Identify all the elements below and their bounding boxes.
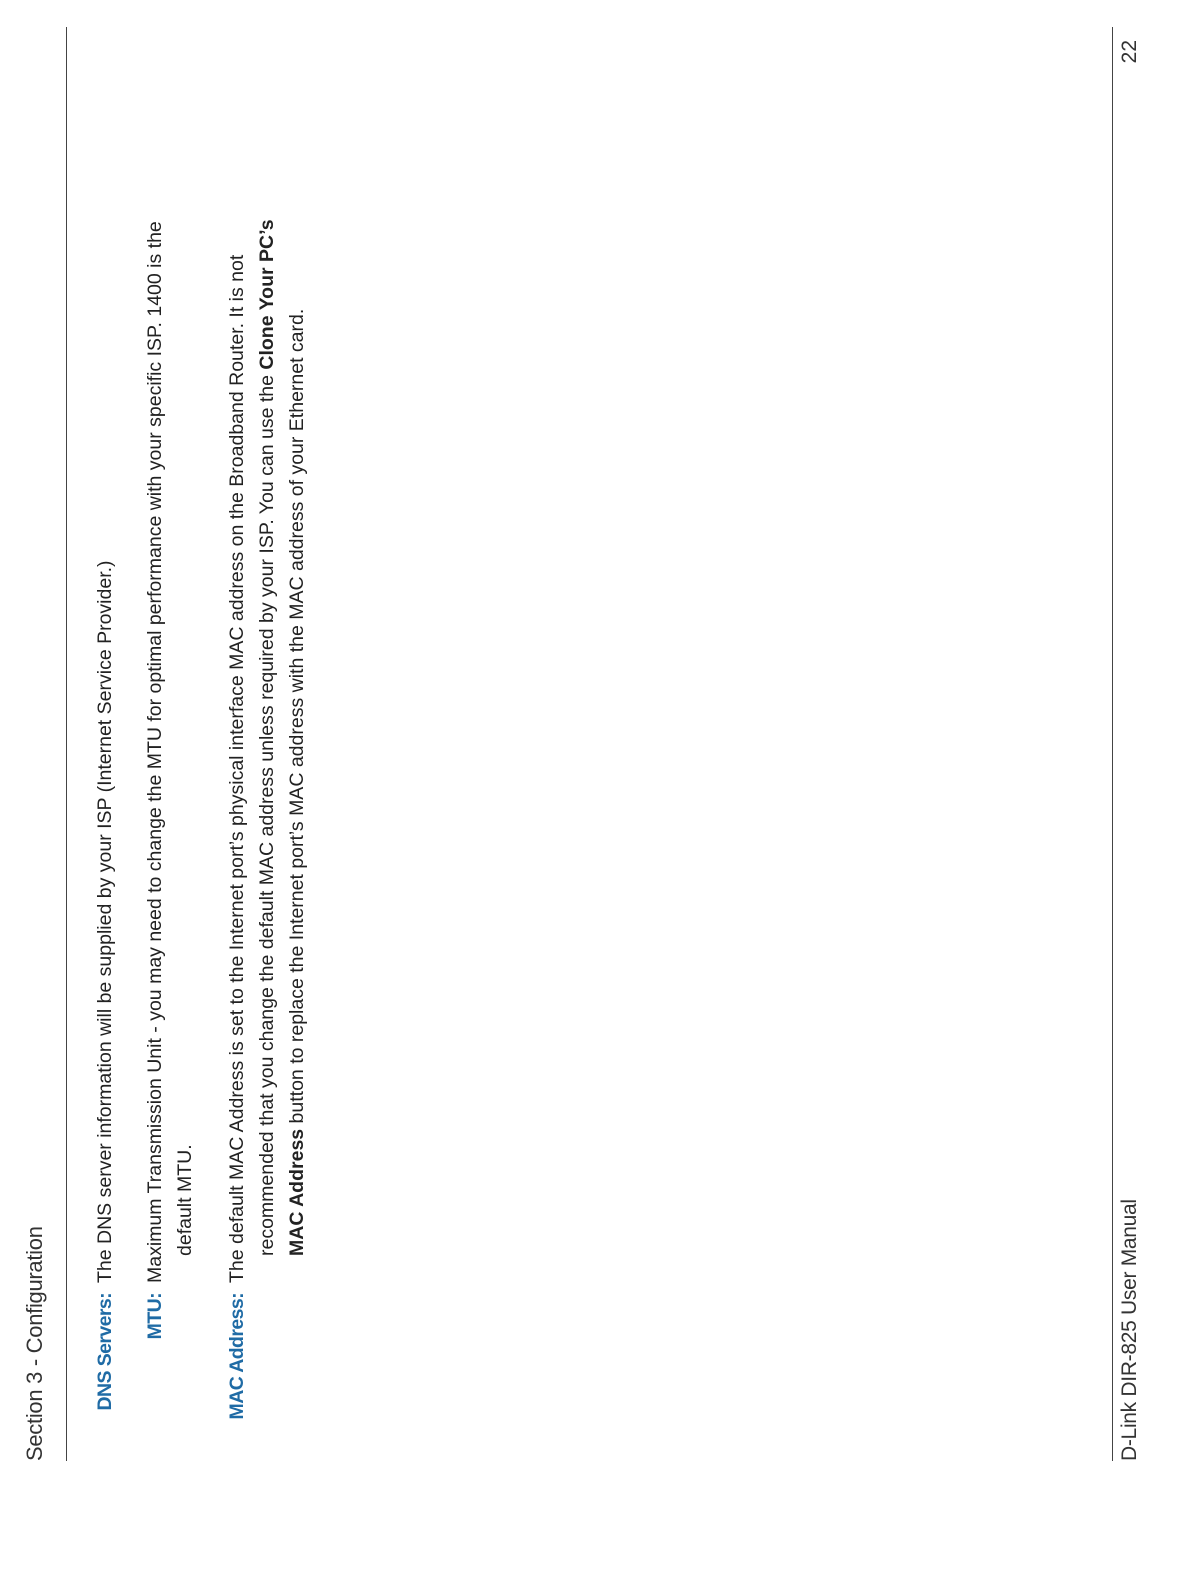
footer-manual-title: D-Link DIR-825 User Manual [1118,1199,1141,1461]
term-dns-servers: DNS Servers: [94,1293,116,1411]
term-mtu: MTU: [144,1293,166,1340]
clone-mac-label: Clone Your PC’s [256,219,278,370]
section-title: Section 3 - Configuration [22,1226,47,1461]
mac-address-label: MAC Address [286,1128,308,1256]
desc-line: default MTU. [174,1144,196,1256]
desc-line [252,31,282,1283]
desc-text: recommended that you change the default MAC address unless required by your ISP. You can use the [256,369,278,1256]
definition-mac-address [222,31,312,1461]
desc-mac-address [222,31,312,1283]
desc-line: Maximum Transmission Unit - you may need to change the MTU for optimal performance with your specific ISP. 1400 is the [144,221,166,1283]
footer-rule [1112,27,1113,1461]
desc-line: The default MAC Address is set to the Internet port’s physical interface MAC address on the Broadband Router. It is not [226,254,248,1283]
page-number: 22 [1118,40,1141,64]
term-mac-address: MAC Address: [226,1293,248,1420]
definition-dns-servers [90,31,120,1461]
header-rule [66,27,67,1461]
desc-mtu [140,31,200,1283]
desc-dns-servers [90,31,120,1283]
desc-line [282,31,312,1283]
desc-text: button to replace the Internet port’s MAC address with the MAC address of your Ethernet card. [286,308,308,1129]
definition-mtu [140,31,200,1461]
desc-line: The DNS server information will be supplied by your ISP (Internet Service Provider.) [94,560,116,1283]
